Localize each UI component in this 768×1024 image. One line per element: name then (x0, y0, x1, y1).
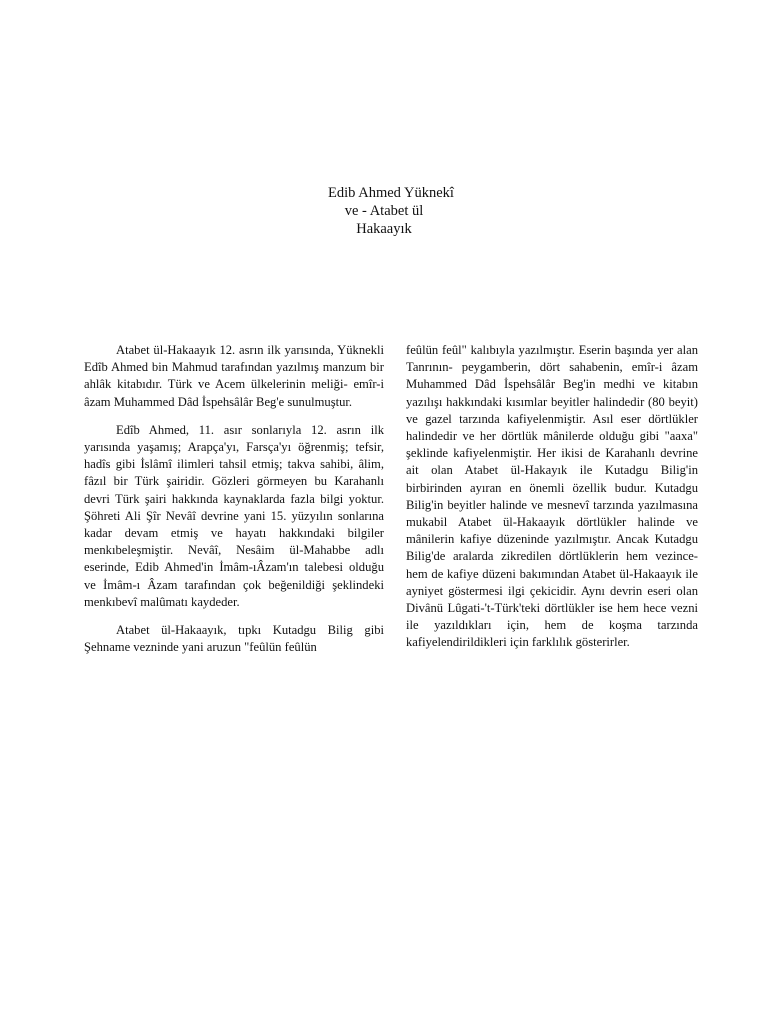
right-paragraph-1: feûlün feûl" kalıbıyla yazılmıştır. Eserin başında yer alan Tanrının- peygamberin, dört sahabenin, emîr-i âzam Muhammed Dâd İspehsâlâr Beg'in medhi ve kitabın yazılışı hakkındaki kısımlar beyitler halindedir (80 beyit) ve gazel tarzında kafiyelenmiştir. Asıl eser dörtlükler halindedir ve her dörtlük mânilerde olduğu gibi "aaxa" şeklinde kafiyelenmiştir. Her ikisi de Karahanlı devrine ait olan Atabet ül-Hakayık ile Kutadgu Bilig'in birbirinden ayıran en önemli özellik budur. Kutadgu Bilig'in beyitler halinde ve mesnevî tarzında yazılmasına mukabil Atabet ül-Hakaayık dörtlükler halinde ve mânilerin kafiye düzeninde yazılmıştır. Ancak Kutadgu Bilig'de aralarda zikredilen dörtlüklerin hem vezince- hem de kafiye düzeni bakımından Atabet ül-Hakaayık ile ayniyet göstermesi ilgi çekicidir. Aynı devrin eseri olan Divânü Lûgati-'t-Türk'teki dörtlükler ise hem hece vezni ile yazıldıkları için, hem de koşma tarzında kafiyelendirildikleri için farklılık gösterirler. (406, 343, 698, 650)
left-column (84, 342, 384, 656)
right-column (406, 342, 698, 652)
title-line-1: Edib Ahmed Yüknekî (328, 185, 454, 201)
document-title (0, 184, 768, 238)
title-line-3: Hakaayık (356, 221, 412, 237)
left-paragraph-3: Atabet ül-Hakaayık, tıpkı Kutadgu Bilig gibi Şehname vezninde yani aruzun "feûlün feûlün (84, 623, 384, 655)
left-paragraph-1: Atabet ül-Hakaayık 12. asrın ilk yarısında, Yüknekli Edîb Ahmed bin Mahmud tarafından yazılmış manzum bir ahlâk kitabıdır. Türk ve Acem ülkelerinin meliği- emîr-i âzam Muhammed Dâd İspehsâlâr Beg'e sunulmuştur. (84, 343, 384, 409)
title-line-2: ve - Atabet ül (344, 203, 424, 219)
left-paragraph-2: Edîb Ahmed, 11. asır sonlarıyla 12. asrın ilk yarısında yaşamış; Arapça'yı, Farsça'yı öğrenmiş; tefsir, hadîs gibi İslâmî ilimleri tahsil etmiş; takva sahibi, âlim, fâzıl bir Türk şairidir. Gözleri görmeyen bu Karahanlı devri Türk şairi hakkında kaynaklarda fazla bilgi yoktur. Şöhreti Ali Şîr Nevâî devrine yani 15. yüzyılın sonlarına kadar devam etmiş ve hayatı hakkındaki bilgiler menkıbeleşmiştir. Nevâî, Nesâim ül-Mahabbe adlı eserinde, Edib Ahmed'in İmâm-ıÂzam'ın talebesi olduğu ve İmâm-ı Âzam tarafından çok beğenildiği şeklindeki menkıbevî malûmatı kaydeder. (84, 422, 384, 609)
